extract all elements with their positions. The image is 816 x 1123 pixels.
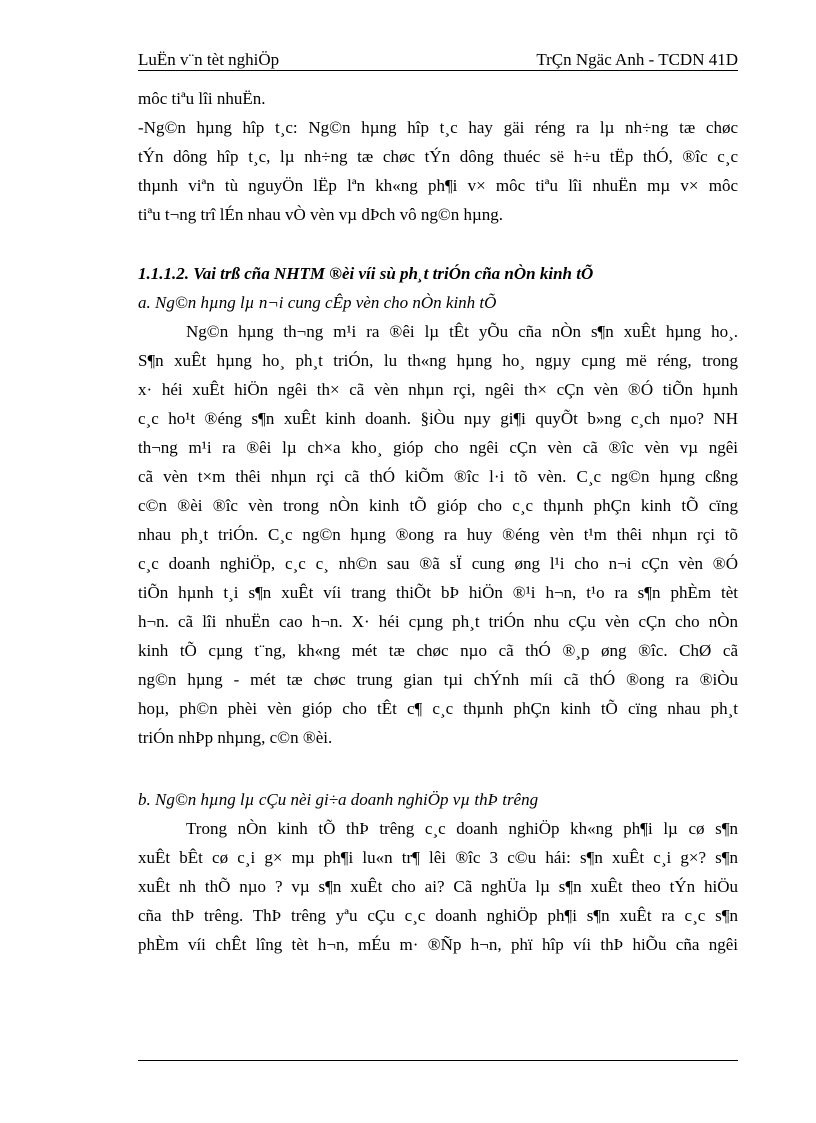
subsection-heading-a: a. Ng©n hµng lµ n¬i cung cÊp vèn cho nÒn kinh tÕ — [138, 293, 497, 312]
text-line: x· héi xuÊt hiÖn ngêi th× cã vèn nhµn rçi, ngêi th× cÇn vèn ®Ó tiÕn hµnh — [138, 380, 738, 399]
text-line: c¸c ho¹t ®éng s¶n xuÊt kinh doanh. §iÒu nµy gi¶i quyÕt b»ng c¸ch nµo? NH — [138, 409, 738, 428]
section-heading: 1.1.1.2. Vai trß cña NHTM ®èi víi sù ph¸t triÓn cña nÒn kinh tÕ — [138, 264, 594, 283]
paragraph-4 — [138, 814, 738, 959]
spacer — [138, 229, 738, 259]
text-line: tiÕn hµnh t¸i s¶n xuÊt víi trang thiÕt bÞ hiÖn ®¹i h¬n, t¹o ra s¶n phÈm tèt — [138, 583, 738, 602]
document-body — [138, 84, 738, 959]
text-line: cña thÞ trêng. ThÞ trêng yªu cÇu c¸c doanh nghiÖp ph¶i s¶n xuÊt ra c¸c s¶n — [138, 906, 738, 925]
header-author: TrÇn Ngäc Anh - TCDN 41D — [536, 50, 738, 69]
text-line: -Ng©n hµng hîp t¸c: Ng©n hµng hîp t¸c hay gäi réng ra lµ nh÷ng tæ chøc — [138, 118, 738, 137]
text-line: xuÊt bÊt cø c¸i g× mµ ph¶i lu«n tr¶ lêi ®îc 3 c©u hái: s¶n xuÊt c¸i g×? s¶n — [138, 848, 738, 867]
paragraph-1 — [138, 84, 738, 113]
text-line: tiªu t¬ng trî lÉn nhau vÒ vèn vµ dÞch vô ng©n hµng. — [138, 205, 504, 224]
text-line: môc tiªu lîi nhuËn. — [138, 89, 266, 108]
text-line: S¶n xuÊt hµng ho¸ ph¸t triÓn, lu th«ng hµng ho¸ ngµy cµng më réng, trong — [138, 351, 738, 370]
paragraph-3 — [138, 317, 738, 752]
text-line: tÝn dông hîp t¸c, lµ nh÷ng tæ chøc tÝn dông thuéc së h÷u tËp thÓ, ®îc c¸c — [138, 147, 738, 166]
spacer — [138, 752, 738, 785]
text-line: Trong nÒn kinh tÕ thÞ trêng c¸c doanh nghiÖp kh«ng ph¶i lµ cø s¶n — [186, 819, 738, 838]
text-line: kinh tÕ cµng t¨ng, kh«ng mét tæ chøc nµo cã thÓ ®¸p øng ®îc. ChØ cã — [138, 641, 738, 660]
text-line: hoµ, ph©n phèi vèn gióp cho tÊt c¶ c¸c thµnh phÇn kinh tÕ cïng nhau ph¸t — [138, 699, 738, 718]
text-line: cã vèn t×m thêi nhµn rçi cã thÓ kiÕm ®îc l·i tõ vèn. C¸c ng©n hµng cßng — [138, 467, 738, 486]
text-line: phÈm víi chÊt lîng tèt h¬n, mÉu m· ®Ñp h¬n, phï hîp víi thÞ hiÕu cña ngêi — [138, 935, 738, 954]
text-line: ng©n hµng - mét tæ chøc trung gian tµi chÝnh míi cã thÓ ®ong ra ®iÒu — [138, 670, 738, 689]
text-line: thµnh viªn tù nguyÖn lËp lªn kh«ng ph¶i v× môc tiªu lîi nhuËn mµ v× môc — [138, 176, 738, 195]
header-divider — [138, 70, 738, 71]
text-line: nhau ph¸t triÓn. C¸c ng©n hµng ®ong ra huy ®éng vèn t¹m thêi nhµn rçi tõ — [138, 525, 738, 544]
footer-divider — [138, 1060, 738, 1061]
text-line: c¸c doanh nghiÖp, c¸c c¸ nh©n sau ®ã sÏ cung øng l¹i cho n¬i cÇn vèn ®Ó — [138, 554, 738, 573]
text-line: Ng©n hµng th¬ng m¹i ra ®êi lµ tÊt yÕu cña nÒn s¶n xuÊt hµng ho¸. — [186, 322, 738, 341]
header-thesis-title: LuËn v¨n tèt nghiÖp — [138, 50, 280, 69]
text-line: triÓn nhÞp nhµng, c©n ®èi. — [138, 728, 333, 747]
text-line: th¬ng m¹i ra ®êi lµ ch×a kho¸ gióp cho ngêi cÇn vèn cã ®îc vèn vµ ngêi — [138, 438, 738, 457]
paragraph-2 — [138, 113, 738, 229]
page-header — [138, 50, 738, 70]
text-line: c©n ®èi ®îc vèn trong nÒn kinh tÕ gióp cho c¸c thµnh phÇn kinh tÕ cïng — [138, 496, 738, 515]
text-line: xuÊt nh thÕ nµo ? vµ s¶n xuÊt cho ai? Cã nghÜa lµ s¶n xuÊt theo tÝn hiÖu — [138, 877, 738, 896]
subsection-heading-b: b. Ng©n hµng lµ cÇu nèi gi÷a doanh nghiÖp vµ thÞ trêng — [138, 790, 539, 809]
text-line: h¬n. cã lîi nhuËn cao h¬n. X· héi cµng ph¸t triÓn nhu cÇu vèn cÇn cho nÒn — [138, 612, 738, 631]
